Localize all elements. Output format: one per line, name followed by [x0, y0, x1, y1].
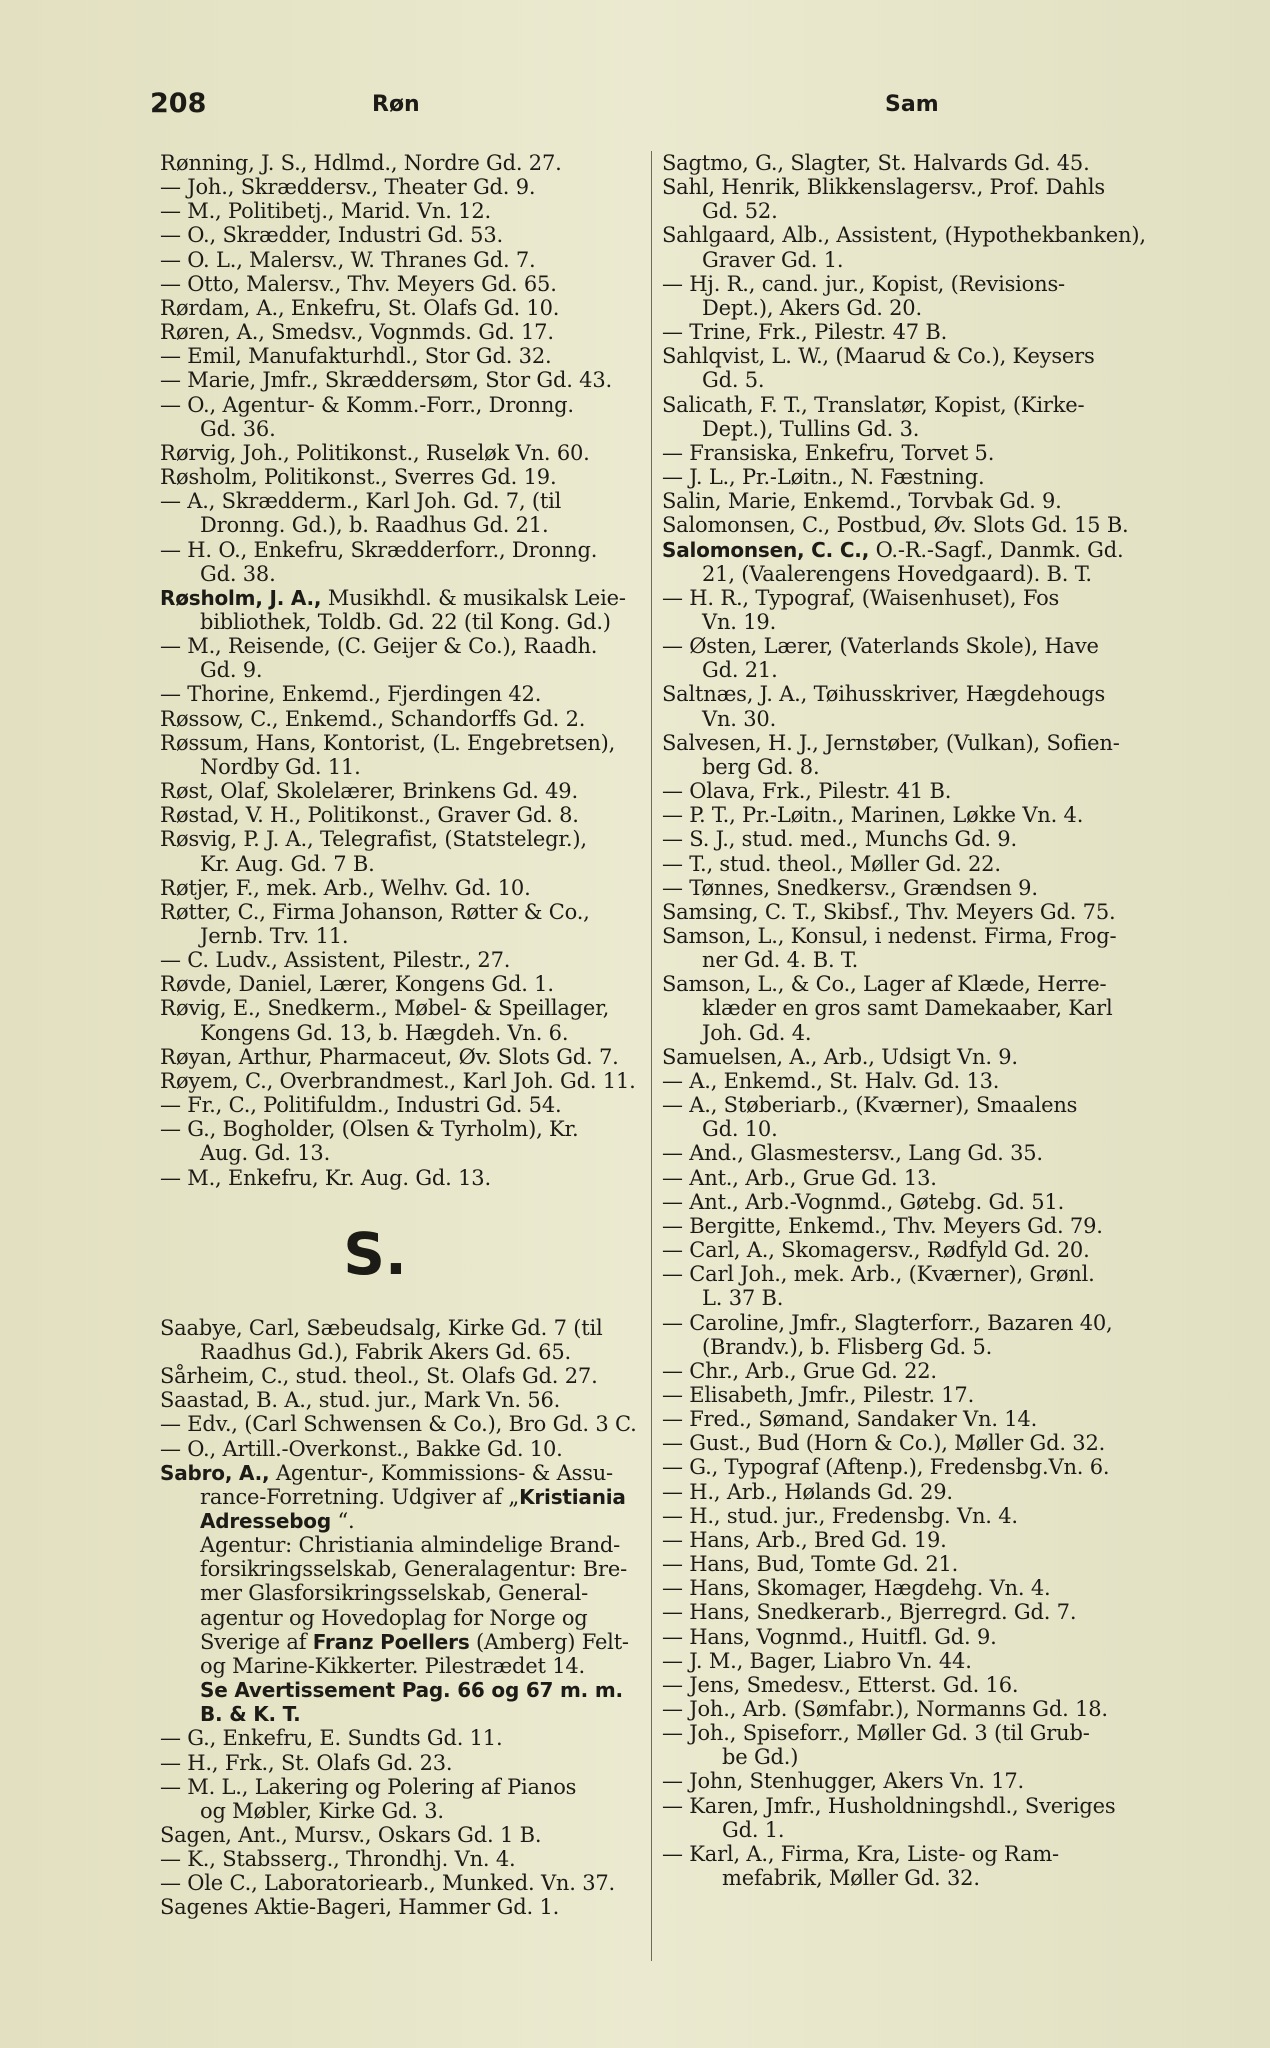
entry-text: Gd. 38.	[200, 561, 276, 586]
directory-entry-line	[662, 1625, 1172, 1649]
entry-text: — Trine, Frk., Pilestr. 47 B.	[662, 320, 948, 345]
entry-text: — H., stud. jur., Fredensbg. Vn. 4.	[662, 1503, 1018, 1528]
directory-entry-line	[662, 1794, 1172, 1818]
directory-entry-line	[160, 1021, 660, 1045]
directory-entry-line	[662, 852, 1172, 876]
entry-text: Samsing, C. T., Skibsf., Thv. Meyers Gd. 75.	[662, 899, 1116, 924]
directory-entry-line	[662, 1262, 1172, 1286]
entry-text: mefabrik, Møller Gd. 32.	[722, 1866, 980, 1891]
directory-entry-line	[662, 248, 1172, 272]
entry-text: — Karl, A., Firma, Kra, Liste- og Ram-	[662, 1841, 1059, 1866]
directory-entry-line	[662, 223, 1172, 247]
directory-entry-line	[160, 151, 660, 175]
entry-text: Aug. Gd. 13.	[200, 1141, 331, 1166]
directory-entry-line	[662, 1166, 1172, 1190]
entry-text: Saabye, Carl, Sæbeudsalg, Kirke Gd. 7 (til	[160, 1315, 603, 1340]
entry-text: — Emil, Manufakturhdl., Stor Gd. 32.	[160, 344, 552, 369]
directory-entry-line	[160, 610, 660, 634]
entry-text: Rørvig, Joh., Politikonst., Ruseløk Vn. 60.	[160, 440, 590, 465]
directory-entry-line	[662, 1504, 1172, 1528]
directory-entry-line	[662, 658, 1172, 682]
entry-text: 21, (Vaalerengens Hovedgaard). B. T.	[702, 561, 1092, 586]
entry-text: — K., Stabsserg., Throndhj. Vn. 4.	[160, 1847, 516, 1872]
entry-text: — A., Enkemd., St. Halv. Gd. 13.	[662, 1068, 1000, 1093]
entry-text: Røsvig, P. J. A., Telegrafist, (Statstelegr.),	[160, 827, 587, 852]
entry-text: Gd. 5.	[702, 368, 765, 393]
entry-text: Sagenes Aktie-Bageri, Hammer Gd. 1.	[160, 1895, 560, 1920]
directory-entry-line	[662, 1117, 1172, 1141]
entry-text: Kongens Gd. 13, b. Hægdeh. Vn. 6.	[200, 1020, 569, 1045]
entry-text: Saltnæs, J. A., Tøihusskriver, Hægdehougs	[662, 682, 1106, 707]
directory-entry-line	[662, 199, 1172, 223]
page-header	[150, 88, 1170, 128]
directory-entry-line	[662, 1552, 1172, 1576]
directory-entry-line	[662, 465, 1172, 489]
entry-text: Sagtmo, G., Slagter, St. Halvards Gd. 45.	[662, 151, 1090, 175]
directory-entry-line	[662, 562, 1172, 586]
directory-entry-line	[160, 1461, 660, 1485]
directory-entry-line	[160, 1509, 660, 1533]
entry-text: — G., Bogholder, (Olsen & Tyrholm), Kr.	[160, 1117, 579, 1142]
directory-entry-line	[662, 827, 1172, 851]
entry-text: Gd. 52.	[702, 199, 778, 224]
entry-text: agentur og Hovedoplag for Norge og	[200, 1605, 588, 1630]
entry-text: bibliothek, Toldb. Gd. 22 (til Kong. Gd.)	[200, 609, 611, 634]
entry-text: — Olava, Frk., Pilestr. 41 B.	[662, 779, 952, 804]
directory-entry-line	[662, 948, 1172, 972]
entry-text: Jernb. Trv. 11.	[200, 924, 349, 948]
directory-entry-line	[160, 368, 660, 392]
directory-entry-line	[662, 1383, 1172, 1407]
entry-text: Røtjer, F., mek. Arb., Welhv. Gd. 10.	[160, 875, 531, 900]
directory-entry-line	[160, 1726, 660, 1750]
directory-entry-line	[662, 803, 1172, 827]
entry-text: — Tønnes, Snedkersv., Grændsen 9.	[662, 875, 1038, 900]
directory-entry-line	[662, 1286, 1172, 1310]
entry-text: — O., Skrædder, Industri Gd. 53.	[160, 223, 503, 248]
entry-text: Gd. 10.	[702, 1117, 778, 1142]
entry-text: — O. L., Malersv., W. Thranes Gd. 7.	[160, 247, 536, 272]
entry-text: — H., Frk., St. Olafs Gd. 23.	[160, 1750, 453, 1775]
directory-entry-line	[160, 1581, 660, 1605]
entry-text: — M., Reisende, (C. Geijer & Co.), Raadh.	[160, 634, 598, 659]
directory-entry-line	[160, 1533, 660, 1557]
directory-entry-line	[662, 151, 1172, 175]
entry-text: — J. M., Bager, Liabro Vn. 44.	[662, 1648, 972, 1673]
directory-entry-line	[160, 924, 660, 948]
directory-entry-line	[662, 1745, 1172, 1769]
directory-entry-line	[662, 393, 1172, 417]
directory-entry-line	[662, 1238, 1172, 1262]
directory-entry-line	[662, 1649, 1172, 1673]
directory-entry-line	[160, 779, 660, 803]
section-letter: S.	[343, 1219, 407, 1288]
directory-entry-line	[160, 199, 660, 223]
entry-text: — Ole C., Laboratoriearb., Munked. Vn. 37.	[160, 1871, 615, 1896]
entry-text: — And., Glasmestersv., Lang Gd. 35.	[662, 1141, 1043, 1166]
directory-entry-line	[662, 1407, 1172, 1431]
directory-entry-line	[160, 1437, 660, 1461]
entry-text: Dept.), Tullins Gd. 3.	[702, 416, 920, 441]
directory-entry-line	[662, 1093, 1172, 1117]
entry-text: Røssum, Hans, Kontorist, (L. Engebretsen),	[160, 730, 616, 755]
directory-entry-line	[160, 731, 660, 755]
entry-text: Vn. 19.	[702, 609, 777, 634]
directory-entry-line	[662, 1721, 1172, 1745]
entry-text: mer Glasforsikringsselskab, General-	[200, 1581, 589, 1606]
entry-text: — Hans, Bud, Tomte Gd. 21.	[662, 1552, 959, 1577]
directory-entry-line	[662, 1842, 1172, 1866]
directory-entry-line	[662, 1480, 1172, 1504]
entry-text: og Marine-Kikkerter. Pilestrædet 14.	[200, 1653, 586, 1678]
directory-entry-line	[662, 441, 1172, 465]
directory-entry-line	[160, 223, 660, 247]
entry-text: Samuelsen, A., Arb., Udsigt Vn. 9.	[662, 1044, 1018, 1069]
entry-text: — G., Enkefru, E. Sundts Gd. 11.	[160, 1726, 503, 1751]
bold-name: Sabro, A.,	[160, 1460, 270, 1485]
bold-title: Kristiania	[519, 1484, 626, 1509]
directory-entry-line	[160, 248, 660, 272]
directory-entry-line	[662, 1069, 1172, 1093]
entry-text: — H. R., Typograf, (Waisenhuset), Fos	[662, 585, 1060, 610]
directory-entry-line	[662, 707, 1172, 731]
entry-text: Agentur: Christiania almindelige Brand-	[200, 1533, 621, 1558]
directory-entry-line	[662, 1600, 1172, 1624]
directory-entry-line	[662, 586, 1172, 610]
directory-entry-line	[662, 1455, 1172, 1479]
directory-entry-line	[662, 513, 1172, 537]
entry-text: — H. O., Enkefru, Skrædderforr., Dronng.	[160, 537, 598, 562]
entry-text: Samson, L., & Co., Lager af Klæde, Herre-	[662, 972, 1107, 997]
entry-text: klæder en gros samt Damekaaber, Karl	[702, 996, 1113, 1021]
entry-text: (Brandv.), b. Flisberg Gd. 5.	[702, 1334, 993, 1359]
directory-entry-line	[662, 682, 1172, 706]
entry-text: Rørdam, A., Enkefru, St. Olafs Gd. 10.	[160, 295, 560, 320]
directory-entry-line	[160, 1045, 660, 1069]
entry-text: Nordby Gd. 11.	[200, 754, 361, 779]
entry-text: — J. L., Pr.-Løitn., N. Fæstning.	[662, 465, 985, 490]
entry-text: — S. J., stud. med., Munchs Gd. 9.	[662, 827, 1017, 852]
entry-text: Raadhus Gd.), Fabrik Akers Gd. 65.	[200, 1339, 571, 1364]
directory-entry-line	[662, 489, 1172, 513]
directory-entry-line	[662, 876, 1172, 900]
directory-entry-line	[662, 1021, 1172, 1045]
entry-text: — Joh., Skræddersv., Theater Gd. 9.	[160, 175, 536, 200]
directory-entry-line	[662, 538, 1172, 562]
directory-entry-line	[662, 272, 1172, 296]
entry-text: Røvig, E., Snedkerm., Møbel- & Speillager,	[160, 996, 610, 1021]
entry-text: Kr. Aug. Gd. 7 B.	[200, 851, 375, 876]
directory-entry-line	[662, 1141, 1172, 1165]
directory-entry-line	[662, 1335, 1172, 1359]
directory-entry-line	[160, 465, 660, 489]
entry-text: — Joh., Arb. (Sømfabr.), Normanns Gd. 18.	[662, 1697, 1108, 1721]
directory-entry-line	[662, 1576, 1172, 1600]
directory-entry-line	[160, 1340, 660, 1364]
entry-text: — Fr., C., Politifuldm., Industri Gd. 54.	[160, 1093, 562, 1118]
entry-text: — A., Skrædderm., Karl Joh. Gd. 7, (til	[160, 489, 562, 514]
directory-entry-line	[662, 755, 1172, 779]
directory-entry-line	[160, 948, 660, 972]
directory-entry-line	[160, 344, 660, 368]
directory-entry-line	[160, 1751, 660, 1775]
entry-text: — P. T., Pr.-Løitn., Marinen, Løkke Vn. 4.	[662, 803, 1084, 828]
directory-entry-line	[662, 296, 1172, 320]
directory-entry-line	[160, 1069, 660, 1093]
bold-name: Salomonsen, C. C.,	[662, 537, 870, 562]
entry-text: — O., Agentur- & Komm.-Forr., Dronng.	[160, 392, 574, 417]
directory-entry-line	[160, 538, 660, 562]
entry-text: Salin, Marie, Enkemd., Torvbak Gd. 9.	[662, 489, 1062, 514]
directory-entry-line	[160, 1388, 660, 1412]
directory-entry-line	[662, 996, 1172, 1020]
column-divider	[651, 151, 652, 1961]
directory-entry-line	[160, 441, 660, 465]
left-column	[160, 151, 660, 1920]
directory-entry-line	[662, 417, 1172, 441]
entry-text: Agentur-, Kommissions- & Assu-	[275, 1460, 613, 1485]
entry-text: — Caroline, Jmfr., Slagterforr., Bazaren 40,	[662, 1310, 1113, 1335]
entry-text: Røyem, C., Overbrandmest., Karl Joh. Gd. 11.	[160, 1068, 636, 1093]
directory-entry-line	[160, 707, 660, 731]
entry-text: Røsholm, Politikonst., Sverres Gd. 19.	[160, 465, 557, 490]
entry-text: Røst, Olaf, Skolelærer, Brinkens Gd. 49.	[160, 779, 578, 804]
directory-entry-line	[160, 755, 660, 779]
left-column-keyword: Røn	[372, 92, 420, 117]
entry-text: — T., stud. theol., Møller Gd. 22.	[662, 851, 1001, 876]
directory-entry-line	[160, 1847, 660, 1871]
directory-entry-line: Sverige af Franz Poellers (Amberg) Felt-	[200, 1629, 629, 1654]
directory-entry-line	[662, 924, 1172, 948]
directory-entry-line	[160, 320, 660, 344]
entry-text: — John, Stenhugger, Akers Vn. 17.	[662, 1769, 1025, 1794]
directory-entry-line	[160, 996, 660, 1020]
entry-text: Røren, A., Smedsv., Vognmds. Gd. 17.	[160, 320, 554, 345]
entry-text: — H., Arb., Hølands Gd. 29.	[662, 1479, 953, 1504]
entry-text: Sahlqvist, L. W., (Maarud & Co.), Keysers	[662, 344, 1095, 369]
directory-entry-line	[662, 1673, 1172, 1697]
entry-text: — M. L., Lakering og Polering af Pianos	[160, 1774, 577, 1799]
entry-text: — Hans, Vognmd., Huitfl. Gd. 9.	[662, 1624, 997, 1649]
directory-entry-line	[662, 779, 1172, 803]
entry-text: Sagen, Ant., Mursv., Oskars Gd. 1 B.	[160, 1823, 542, 1847]
entry-text: — Hans, Skomager, Hægdehg. Vn. 4.	[662, 1576, 1051, 1601]
entry-text: Graver Gd. 1.	[702, 247, 844, 272]
entry-text: — Jens, Smedesv., Etterst. Gd. 16.	[662, 1672, 1019, 1697]
directory-entry-line	[662, 368, 1172, 392]
right-column-keyword: Sam	[885, 92, 939, 117]
directory-entry-line	[160, 1799, 660, 1823]
entry-text: — M., Politibetj., Marid. Vn. 12.	[160, 199, 491, 224]
entry-text: “.	[337, 1508, 355, 1533]
directory-entry-line	[160, 803, 660, 827]
directory-entry-line	[160, 1364, 660, 1388]
directory-entry-line	[160, 1485, 660, 1509]
entry-text: Røyan, Arthur, Pharmaceut, Øv. Slots Gd. 7.	[160, 1044, 619, 1069]
directory-entry-line	[662, 1697, 1172, 1721]
entry-text: — Hans, Snedkerarb., Bjerregrd. Gd. 7.	[662, 1600, 1077, 1625]
directory-entry-line	[160, 1654, 660, 1678]
entry-text: (Amberg) Felt-	[476, 1629, 629, 1654]
entry-text: — Elisabeth, Jmfr., Pilestr. 17.	[662, 1382, 975, 1407]
entry-text: ner Gd. 4. B. T.	[702, 948, 859, 973]
entry-text: Sårheim, C., stud. theol., St. Olafs Gd. 27.	[160, 1364, 598, 1389]
bold-name: Røsholm, J. A.,	[160, 585, 322, 610]
entry-text: berg Gd. 8.	[702, 754, 820, 779]
directory-entry-line	[662, 175, 1172, 199]
entry-text: Røvde, Daniel, Lærer, Kongens Gd. 1.	[160, 972, 554, 997]
directory-entry-line	[160, 562, 660, 586]
directory-entry-line	[160, 1316, 660, 1340]
entry-text: forsikringsselskab, Generalagentur: Bre-	[200, 1557, 628, 1582]
directory-entry-line	[160, 393, 660, 417]
entry-text: — Chr., Arb., Grue Gd. 22.	[662, 1358, 937, 1383]
directory-entry-line	[160, 1775, 660, 1799]
entry-text: Røtter, C., Firma Johanson, Røtter & Co.,	[160, 899, 590, 924]
directory-entry-line	[662, 320, 1172, 344]
entry-text: Gd. 21.	[702, 658, 778, 683]
directory-entry-line	[662, 1045, 1172, 1069]
entry-text: Sahl, Henrik, Blikkenslagersv., Prof. Dahls	[662, 175, 1105, 200]
directory-entry-line	[160, 658, 660, 682]
entry-text: Rønning, J. S., Hdlmd., Nordre Gd. 27.	[160, 151, 562, 175]
directory-entry-line	[160, 417, 660, 441]
entry-text: Vn. 30.	[702, 706, 777, 731]
entry-text: Gd. 36.	[200, 416, 276, 441]
directory-entry-line	[662, 1866, 1172, 1890]
entry-text: — Østen, Lærer, (Vaterlands Skole), Have	[662, 634, 1099, 659]
directory-entry-line	[160, 1166, 660, 1190]
entry-text: Røssow, C., Enkemd., Schandorffs Gd. 2.	[160, 706, 586, 731]
directory-entry-line	[662, 972, 1172, 996]
entry-text: — A., Støberiarb., (Kværner), Smaalens	[662, 1093, 1078, 1118]
directory-entry-line	[160, 827, 660, 851]
directory-entry-line	[662, 731, 1172, 755]
directory-entry-line	[160, 272, 660, 296]
entry-text: Saastad, B. A., stud. jur., Mark Vn. 56.	[160, 1388, 561, 1413]
right-column	[662, 151, 1172, 1890]
entry-text: — M., Enkefru, Kr. Aug. Gd. 13.	[160, 1165, 491, 1190]
entry-text: Salicath, F. T., Translatør, Kopist, (Kirke-	[662, 392, 1085, 417]
entry-text: Joh. Gd. 4.	[702, 1020, 812, 1045]
directory-entry-line	[160, 634, 660, 658]
directory-entry-line	[160, 1823, 660, 1847]
directory-entry-line	[160, 296, 660, 320]
entry-text: — Fred., Sømand, Sandaker Vn. 14.	[662, 1407, 1038, 1432]
entry-text: — Hj. R., cand. jur., Kopist, (Revisions-	[662, 271, 1065, 296]
bold-name: Franz Poellers	[312, 1629, 470, 1654]
entry-text: og Møbler, Kirke Gd. 3.	[200, 1798, 444, 1823]
entry-text: Samson, L., Konsul, i nedenst. Firma, Frog-	[662, 924, 1117, 948]
bold-name: Adressebog	[200, 1508, 331, 1533]
entry-text: Musikhdl. & musikalsk Leie-	[327, 585, 626, 610]
entry-text: — C. Ludv., Assistent, Pilestr., 27.	[160, 948, 511, 973]
directory-entry-line	[160, 1678, 660, 1702]
directory-entry-line	[160, 1702, 660, 1726]
directory-entry-line	[160, 1557, 660, 1581]
entry-text: Gd. 1.	[722, 1817, 785, 1842]
entry-text: — Ant., Arb.-Vognmd., Gøtebg. Gd. 51.	[662, 1189, 1065, 1214]
directory-entry-line	[160, 175, 660, 199]
directory-entry-line	[160, 489, 660, 513]
entry-text: — Bergitte, Enkemd., Thv. Meyers Gd. 79.	[662, 1213, 1103, 1238]
bold-name: Se Avertissement Pag. 66 og 67 m. m.	[200, 1678, 623, 1703]
entry-text: — Thorine, Enkemd., Fjerdingen 42.	[160, 682, 542, 707]
directory-entry-line	[662, 1528, 1172, 1552]
directory-entry-line	[662, 344, 1172, 368]
entry-text: — Carl, A., Skomagersv., Rødfyld Gd. 20.	[662, 1238, 1090, 1263]
directory-entry-line	[160, 1895, 660, 1919]
directory-entry-line	[662, 610, 1172, 634]
directory-entry-line	[160, 852, 660, 876]
entry-text: — Edv., (Carl Schwensen & Co.), Bro Gd. 3 C.	[160, 1412, 637, 1437]
directory-entry-line	[662, 1359, 1172, 1383]
entry-text: Røstad, V. H., Politikonst., Graver Gd. 8.	[160, 803, 579, 828]
directory-entry-line	[160, 1117, 660, 1141]
entry-text: — Marie, Jmfr., Skræddersøm, Stor Gd. 43.	[160, 368, 612, 393]
directory-entry-line	[662, 1190, 1172, 1214]
directory-entry-line	[160, 682, 660, 706]
entry-text: Salvesen, H. J., Jernstøber, (Vulkan), Sofien-	[662, 730, 1120, 755]
entry-text: Gd. 9.	[200, 658, 263, 683]
entry-text: — Gust., Bud (Horn & Co.), Møller Gd. 32.	[662, 1431, 1106, 1456]
directory-entry-line	[662, 1818, 1172, 1842]
directory-entry-line	[160, 586, 660, 610]
bold-name: B. & K. T.	[200, 1702, 301, 1727]
directory-entry-line	[662, 1311, 1172, 1335]
entry-text: rance-Forretning. Udgiver af „	[200, 1484, 520, 1509]
entry-text: Salomonsen, C., Postbud, Øv. Slots Gd. 15 B.	[662, 513, 1129, 538]
directory-entry-line	[160, 1093, 660, 1117]
directory-entry-line	[160, 876, 660, 900]
entry-text: — Otto, Malersv., Thv. Meyers Gd. 65.	[160, 271, 557, 296]
directory-entry-line	[662, 1769, 1172, 1793]
entry-text: — Joh., Spiseforr., Møller Gd. 3 (til Grub-	[662, 1721, 1090, 1746]
directory-entry-line	[160, 1606, 660, 1630]
entry-text: — Fransiska, Enkefru, Torvet 5.	[662, 440, 995, 465]
entry-text: — Karen, Jmfr., Husholdningshdl., Sveriges	[662, 1793, 1116, 1818]
entry-text: O.-R.-Sagf., Danmk. Gd.	[875, 537, 1124, 562]
directory-entry-line	[160, 1141, 660, 1165]
directory-entry-line	[160, 1871, 660, 1895]
directory-entry-line	[160, 513, 660, 537]
entry-text: — Carl Joh., mek. Arb., (Kværner), Grønl.	[662, 1262, 1095, 1287]
entry-text: Dept.), Akers Gd. 20.	[702, 295, 922, 320]
page-number: 208	[150, 88, 207, 119]
directory-entry-line	[160, 1412, 660, 1436]
entry-text: be Gd.)	[722, 1745, 799, 1770]
directory-entry-line	[662, 1214, 1172, 1238]
directory-entry-line	[662, 1431, 1172, 1455]
directory-entry-line	[160, 972, 660, 996]
entry-text: — Hans, Arb., Bred Gd. 19.	[662, 1527, 947, 1552]
entry-text: Dronng. Gd.), b. Raadhus Gd. 21.	[200, 513, 549, 538]
entry-text: — G., Typograf (Aftenp.), Fredensbg.Vn. 6.	[662, 1455, 1110, 1480]
entry-text: Sahlgaard, Alb., Assistent, (Hypothekbanken),	[662, 223, 1146, 248]
directory-entry-line	[662, 634, 1172, 658]
directory-entry-line	[662, 900, 1172, 924]
entry-text: — Ant., Arb., Grue Gd. 13.	[662, 1165, 937, 1190]
entry-text: — O., Artill.-Overkonst., Bakke Gd. 10.	[160, 1436, 563, 1461]
directory-entry-line	[160, 900, 660, 924]
entry-text: L. 37 B.	[702, 1286, 784, 1311]
